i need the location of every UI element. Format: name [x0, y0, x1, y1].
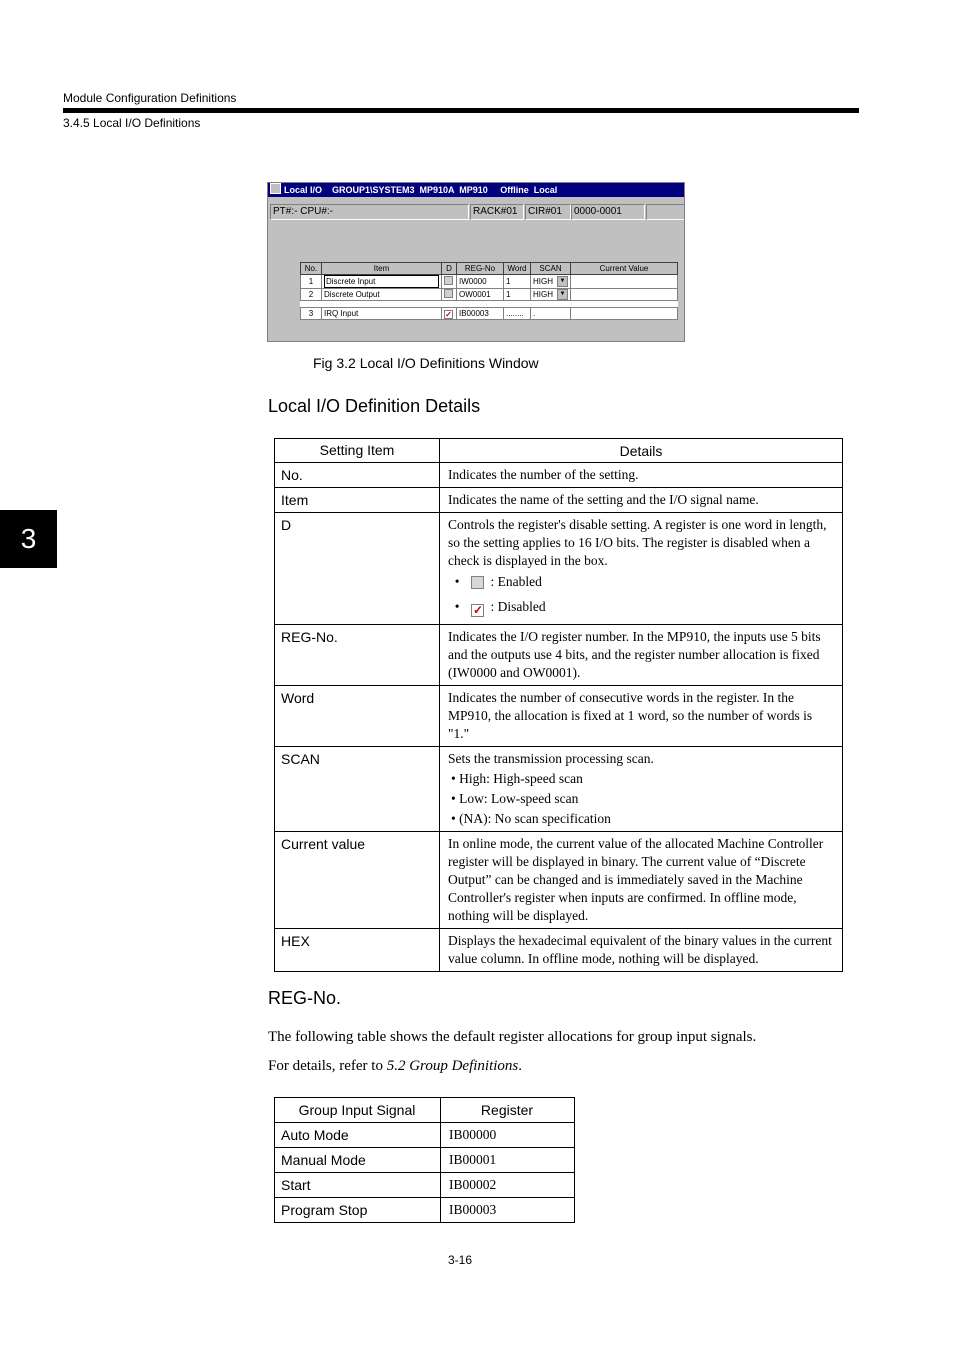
header-group-input-signal: Group Input Signal — [275, 1098, 441, 1123]
signal-name: Manual Mode — [275, 1148, 441, 1173]
register-row — [275, 1123, 575, 1148]
disabled-label: : Disabled — [490, 599, 546, 614]
row-value — [571, 289, 678, 301]
col-item: Item — [322, 263, 442, 275]
setting-details: Indicates the name of the setting and the I/O signal name. — [440, 488, 843, 513]
setting-details-d — [440, 513, 843, 625]
row-disable-checkbox[interactable] — [442, 289, 457, 301]
setting-details: Indicates the number of consecutive words in the register. In the MP910, the allocation is fixed at 1 word, so the number of words is "1." — [440, 686, 843, 747]
setting-item: D — [275, 513, 440, 625]
register-row — [275, 1173, 575, 1198]
paragraph-reference — [268, 1058, 522, 1075]
setting-details: Displays the hexadecimal equivalent of the binary values in the current value column. In offline mode, nothing will be displayed. — [440, 929, 843, 972]
row-item[interactable]: Discrete Output — [322, 289, 442, 301]
reference-prefix: For details, refer to — [268, 1058, 387, 1074]
row-scan-select[interactable] — [531, 275, 571, 289]
col-d: D — [442, 263, 457, 275]
page-number: 3-16 — [448, 1253, 473, 1267]
grid-spacer-row — [301, 301, 678, 308]
setting-item: Item — [275, 488, 440, 513]
row-value — [571, 275, 678, 289]
window-info-bar — [268, 203, 684, 221]
details-row — [275, 463, 843, 488]
register-value: IB00002 — [441, 1173, 575, 1198]
scan-value: HIGH — [533, 277, 553, 286]
window-titlebar — [268, 183, 684, 197]
running-header-chapter: Module Configuration Definitions — [63, 91, 237, 105]
register-header-row — [275, 1098, 575, 1123]
details-row — [275, 625, 843, 686]
row-scan-select[interactable] — [531, 289, 571, 301]
signal-name: Start — [275, 1173, 441, 1198]
enabled-label: : Enabled — [490, 574, 542, 589]
scan-description: Sets the transmission processing scan. — [448, 751, 654, 766]
dropdown-arrow-icon[interactable]: ▼ — [557, 276, 568, 287]
item-cell-text: Discrete Input — [324, 275, 439, 288]
setting-item: Word — [275, 686, 440, 747]
grid-row[interactable] — [301, 289, 678, 301]
checkbox-unchecked-icon — [471, 576, 484, 589]
details-row — [275, 686, 843, 747]
row-value — [571, 308, 678, 320]
register-value: IB00000 — [441, 1123, 575, 1148]
setting-details: In online mode, the current value of the allocated Machine Controller register will be displayed in binary. The current value of “Discrete Output” can be changed and is immediately saved in the Machine Controller's register when inputs are confirmed. In offline mode, nothing will be displayed. — [440, 832, 843, 929]
figure-caption: Fig 3.2 Local I/O Definitions Window — [313, 355, 539, 371]
row-disable-checkbox[interactable] — [442, 308, 457, 320]
grid-row[interactable] — [301, 275, 678, 289]
chapter-tab: 3 — [0, 510, 57, 568]
setting-item: Current value — [275, 832, 440, 929]
disabled-legend: • ✓ : Disabled — [448, 599, 546, 617]
register-row — [275, 1198, 575, 1223]
pt-cpu-field: PT#:- CPU#:- — [270, 204, 469, 220]
reference-link[interactable]: 5.2 Group Definitions — [386, 1058, 519, 1074]
setting-details: Indicates the I/O register number. In the MP910, the inputs use 5 bits and the outputs use 4 bits, and the register number allocation is fixed (IW0000 and OW0001). — [440, 625, 843, 686]
row-word: 1 — [504, 275, 531, 289]
register-row — [275, 1148, 575, 1173]
rack-field: RACK#01 — [470, 204, 524, 220]
grid-header-row — [301, 263, 678, 275]
section-title-details: Local I/O Definition Details — [268, 396, 481, 416]
row-no: 2 — [301, 289, 322, 301]
row-item[interactable]: IRQ Input — [322, 308, 442, 320]
row-no: 1 — [301, 275, 322, 289]
d-description: Controls the register's disable setting. A register is one word in length, so the setting applies to 16 I/O bits. The register is disabled when a check is displayed in the box. — [448, 517, 827, 568]
col-reg: REG-No — [457, 263, 504, 275]
signal-name: Auto Mode — [275, 1123, 441, 1148]
setting-item: HEX — [275, 929, 440, 972]
col-word: Word — [504, 263, 531, 275]
scan-option: • Low: Low-speed scan — [451, 791, 579, 806]
scan-option: • (NA): No scan specification — [451, 811, 611, 826]
details-table — [274, 438, 843, 972]
col-no: No. — [301, 263, 322, 275]
row-item[interactable] — [322, 275, 442, 289]
dropdown-arrow-icon[interactable]: ▼ — [557, 289, 568, 300]
row-reg: OW0001 — [457, 289, 504, 301]
header-rule — [63, 108, 859, 113]
setting-item: SCAN — [275, 747, 440, 832]
register-table — [274, 1097, 575, 1223]
checkbox-checked-icon: ✓ — [445, 310, 452, 319]
window-app-icon — [270, 183, 281, 194]
checkbox-checked-icon: ✓ — [472, 603, 484, 617]
row-scan: . — [531, 308, 571, 320]
details-row — [275, 488, 843, 513]
paragraph-default-allocations: The following table shows the default register allocations for group input signals. — [268, 1029, 757, 1045]
header-details: Details — [440, 439, 843, 463]
setting-item: No. — [275, 463, 440, 488]
register-value: IB00001 — [441, 1148, 575, 1173]
setting-details: Indicates the number of the setting. — [440, 463, 843, 488]
section-title-reg-no: REG-No. — [268, 988, 342, 1008]
signal-name: Program Stop — [275, 1198, 441, 1223]
details-row — [275, 747, 843, 832]
row-reg: IW0000 — [457, 275, 504, 289]
row-word: 1 — [504, 289, 531, 301]
col-current-value: Current Value — [571, 263, 678, 275]
reference-suffix: . — [518, 1058, 522, 1074]
details-row — [275, 929, 843, 972]
setting-item: REG-No. — [275, 625, 440, 686]
header-register: Register — [441, 1098, 575, 1123]
window-title: Local I/O GROUP1\SYSTEM3 MP910A MP910 Offline Local — [284, 185, 558, 195]
local-io-window-screenshot — [267, 182, 685, 342]
grid-row[interactable] — [301, 308, 678, 320]
setting-details-scan — [440, 747, 843, 832]
row-reg: IB00003 — [457, 308, 504, 320]
running-header-section: 3.4.5 Local I/O Definitions — [63, 116, 201, 130]
details-header-row — [275, 439, 843, 463]
cir-field: CIR#01 — [525, 204, 571, 220]
scan-option: • High: High-speed scan — [451, 771, 583, 786]
row-no: 3 — [301, 308, 322, 320]
extra-field — [646, 204, 685, 220]
checkbox-unchecked-icon — [444, 289, 453, 298]
enabled-legend: • : Enabled — [448, 574, 542, 589]
details-row — [275, 513, 843, 625]
register-value: IB00003 — [441, 1198, 575, 1223]
header-setting-item: Setting Item — [275, 439, 440, 463]
io-grid — [300, 262, 678, 320]
scan-value: HIGH — [533, 290, 553, 299]
details-row — [275, 832, 843, 929]
row-word: ........ — [504, 308, 531, 320]
range-field: 0000-0001 — [571, 204, 645, 220]
col-scan: SCAN — [531, 263, 571, 275]
row-disable-checkbox[interactable] — [442, 275, 457, 289]
checkbox-unchecked-icon — [444, 276, 453, 285]
